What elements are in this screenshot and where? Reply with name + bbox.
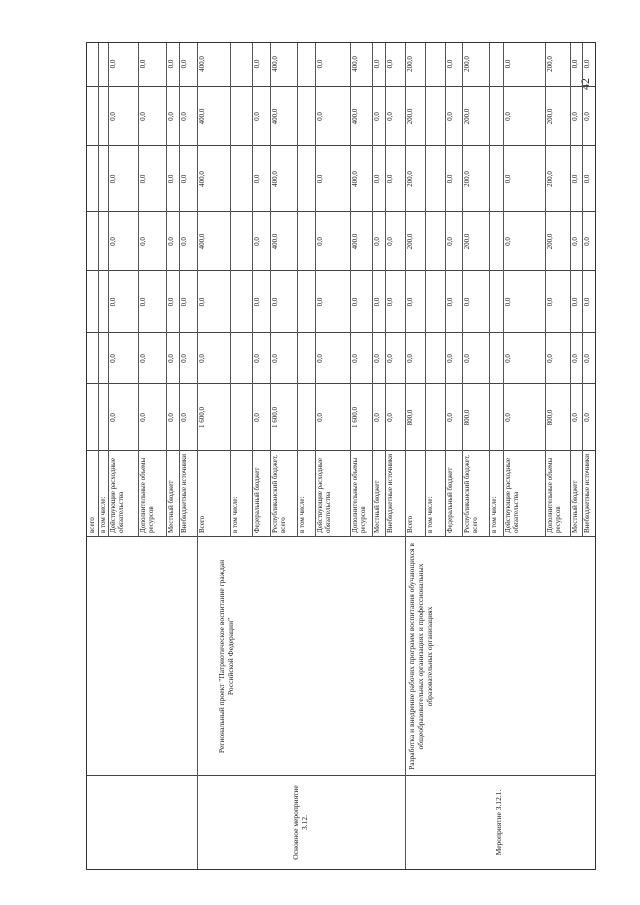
value-cell: 0,0 (583, 354, 591, 363)
value-cell: 0,0 (139, 413, 147, 422)
value-cell: 0,0 (373, 59, 381, 69)
value-cell: 0,0 (446, 413, 454, 422)
event-number: Основное мероприятие 3.12. (291, 785, 309, 860)
row-label: Действующие расходные обязательства (504, 458, 520, 533)
row-label: в том числе: (490, 496, 498, 533)
value-cell: 400,0 (351, 171, 359, 187)
row-label: всего (88, 517, 96, 533)
value-cell: 0,0 (504, 237, 512, 246)
value-cell: 400,0 (351, 233, 359, 250)
value-cell: 0,0 (351, 297, 359, 307)
value-cell: 0,0 (571, 354, 579, 363)
value-cell: 0,0 (180, 174, 188, 184)
value-cell: 400,0 (198, 108, 206, 125)
value-cell: 1 600,0 (351, 407, 359, 428)
value-cell: 1 600,0 (271, 407, 279, 428)
value-cell: 400,0 (351, 56, 359, 72)
value-cell: 0,0 (109, 413, 117, 422)
value-cell: 800,0 (406, 409, 414, 426)
event-title: Разработка и внедрение рабочих программ воспитания обучающихся в общеобразовательных организациях и профессиональных образовательных организациях (407, 543, 434, 770)
value-cell: 0,0 (373, 237, 381, 246)
value-cell: 0,0 (109, 237, 117, 246)
value-cell: 0,0 (139, 112, 147, 121)
value-cell: 0,0 (446, 297, 454, 307)
value-cell: 0,0 (446, 354, 454, 363)
value-cell: 0,0 (571, 413, 579, 422)
value-cell: 0,0 (386, 354, 394, 363)
value-cell: 0,0 (571, 237, 579, 246)
value-cell: 0,0 (180, 237, 188, 246)
page-number: 42 (578, 78, 592, 90)
value-cell: 0,0 (583, 413, 591, 422)
value-cell: 0,0 (373, 174, 381, 184)
value-cell: 200,0 (463, 233, 471, 250)
value-cell: 0,0 (386, 297, 394, 307)
value-cell: 0,0 (504, 174, 512, 184)
value-cell: 0,0 (167, 297, 175, 307)
value-cell: 0,0 (463, 297, 471, 307)
value-cell: 0,0 (253, 59, 261, 69)
column-divider (87, 536, 595, 537)
value-cell: 200,0 (546, 233, 554, 250)
value-cell: 0,0 (139, 237, 147, 246)
value-cell: 0,0 (571, 297, 579, 307)
value-cell: 0,0 (546, 354, 554, 363)
value-cell: 0,0 (373, 413, 381, 422)
row-label: Республиканский бюджет, всего (463, 455, 479, 533)
value-cell: 400,0 (271, 56, 279, 72)
value-cell: 0,0 (198, 354, 206, 363)
row-label: в том числе: (99, 496, 107, 533)
value-cell: 0,0 (504, 413, 512, 422)
column-divider (87, 86, 595, 87)
value-cell: 0,0 (583, 112, 591, 121)
value-cell: 0,0 (253, 174, 261, 184)
value-cell: 0,0 (504, 354, 512, 363)
value-cell: 0,0 (109, 112, 117, 121)
value-cell: 200,0 (546, 171, 554, 187)
value-cell: 0,0 (109, 174, 117, 184)
value-cell: 0,0 (316, 354, 324, 363)
row-label: Действующие расходные обязательства (109, 458, 125, 533)
column-divider (87, 775, 595, 776)
row-label: Внебюджетные источники (386, 453, 394, 533)
value-cell: 0,0 (253, 354, 261, 363)
value-cell: 0,0 (167, 413, 175, 422)
value-cell: 0,0 (446, 237, 454, 246)
value-cell: 0,0 (316, 297, 324, 307)
value-cell: 0,0 (167, 59, 175, 69)
value-cell: 0,0 (139, 59, 147, 69)
value-cell: 0,0 (571, 112, 579, 121)
row-label: в том числе: (426, 496, 434, 533)
value-cell: 1 600,0 (198, 407, 206, 428)
value-cell: 0,0 (571, 59, 579, 69)
value-cell: 400,0 (271, 108, 279, 125)
row-label: Местный бюджет (571, 480, 579, 533)
value-cell: 0,0 (139, 174, 147, 184)
value-cell: 0,0 (271, 297, 279, 307)
value-cell: 0,0 (253, 297, 261, 307)
value-cell: 200,0 (406, 233, 414, 250)
value-cell: 0,0 (180, 112, 188, 121)
value-cell: 0,0 (583, 174, 591, 184)
value-cell: 400,0 (271, 171, 279, 187)
row-label: Федеральный бюджет (253, 467, 261, 533)
budget-table (86, 42, 596, 870)
row-label: в том числе: (231, 496, 239, 533)
value-cell: 0,0 (583, 59, 591, 69)
value-cell: 0,0 (571, 174, 579, 184)
value-cell: 0,0 (386, 413, 394, 422)
value-cell: 0,0 (180, 297, 188, 307)
row-label: в том числе: (298, 496, 306, 533)
row-label: Всего (406, 515, 414, 533)
row-label: Дополнительные объемы ресурсов (139, 457, 155, 533)
value-cell: 0,0 (167, 354, 175, 363)
value-cell: 0,0 (373, 112, 381, 121)
value-cell: 0,0 (109, 59, 117, 69)
value-cell: 400,0 (271, 233, 279, 250)
value-cell: 200,0 (406, 108, 414, 125)
value-cell: 0,0 (253, 413, 261, 422)
row-label: Всего (198, 515, 206, 533)
value-cell: 0,0 (446, 59, 454, 69)
value-cell: 0,0 (583, 237, 591, 246)
value-cell: 0,0 (504, 297, 512, 307)
value-cell: 0,0 (253, 237, 261, 246)
value-cell: 400,0 (198, 171, 206, 187)
value-cell: 0,0 (406, 297, 414, 307)
value-cell: 0,0 (316, 112, 324, 121)
value-cell: 0,0 (167, 112, 175, 121)
value-cell: 200,0 (406, 56, 414, 72)
value-cell: 0,0 (139, 297, 147, 307)
value-cell: 0,0 (167, 174, 175, 184)
value-cell: 200,0 (406, 171, 414, 187)
value-cell: 0,0 (271, 354, 279, 363)
value-cell: 800,0 (546, 409, 554, 426)
value-cell: 0,0 (109, 297, 117, 307)
value-cell: 0,0 (446, 112, 454, 121)
row-label: Федеральный бюджет (446, 467, 454, 533)
value-cell: 0,0 (180, 354, 188, 363)
value-cell: 0,0 (583, 297, 591, 307)
value-cell: 0,0 (316, 413, 324, 422)
value-cell: 0,0 (386, 59, 394, 69)
value-cell: 0,0 (180, 413, 188, 422)
value-cell: 0,0 (373, 297, 381, 307)
column-divider (87, 211, 595, 212)
row-label: Дополнительные объемы ресурсов (351, 457, 367, 533)
value-cell: 0,0 (316, 59, 324, 69)
value-cell: 0,0 (253, 112, 261, 121)
column-divider (87, 145, 595, 146)
value-cell: 0,0 (180, 59, 188, 69)
value-cell: 400,0 (351, 108, 359, 125)
value-cell: 0,0 (109, 354, 117, 363)
value-cell: 0,0 (316, 237, 324, 246)
value-cell: 0,0 (463, 354, 471, 363)
value-cell: 200,0 (463, 56, 471, 72)
value-cell: 0,0 (351, 354, 359, 363)
value-cell: 400,0 (198, 56, 206, 72)
value-cell: 0,0 (386, 174, 394, 184)
value-cell: 800,0 (463, 409, 471, 426)
value-cell: 0,0 (406, 354, 414, 363)
value-cell: 0,0 (386, 237, 394, 246)
value-cell: 400,0 (198, 233, 206, 250)
column-divider (87, 383, 595, 384)
row-label: Внебюджетные источники (583, 453, 591, 533)
value-cell: 200,0 (463, 171, 471, 187)
value-cell: 0,0 (139, 354, 147, 363)
value-cell: 0,0 (167, 237, 175, 246)
value-cell: 0,0 (373, 354, 381, 363)
value-cell: 0,0 (546, 297, 554, 307)
value-cell: 200,0 (546, 108, 554, 125)
column-divider (87, 332, 595, 333)
row-label: Внебюджетные источники (180, 453, 188, 533)
value-cell: 200,0 (463, 108, 471, 125)
row-label: Местный бюджет (167, 480, 175, 533)
value-cell: 0,0 (504, 112, 512, 121)
row-label: Дополнительные объемы ресурсов (546, 457, 562, 533)
value-cell: 0,0 (316, 174, 324, 184)
value-cell: 0,0 (386, 112, 394, 121)
value-cell: 0,0 (504, 59, 512, 69)
value-cell: 0,0 (198, 297, 206, 307)
row-label: Республиканский бюджет, всего (271, 455, 287, 533)
row-label: Местный бюджет (373, 480, 381, 533)
column-divider (87, 270, 595, 271)
event-number: Мероприятие 3.12.1. (493, 789, 503, 856)
row-label: Действующие расходные обязательства (316, 458, 332, 533)
value-cell: 200,0 (546, 56, 554, 72)
value-cell: 0,0 (446, 174, 454, 184)
event-title: Региональный проект "Патриотическое воспитание граждан Российской Федерации" (217, 559, 235, 754)
